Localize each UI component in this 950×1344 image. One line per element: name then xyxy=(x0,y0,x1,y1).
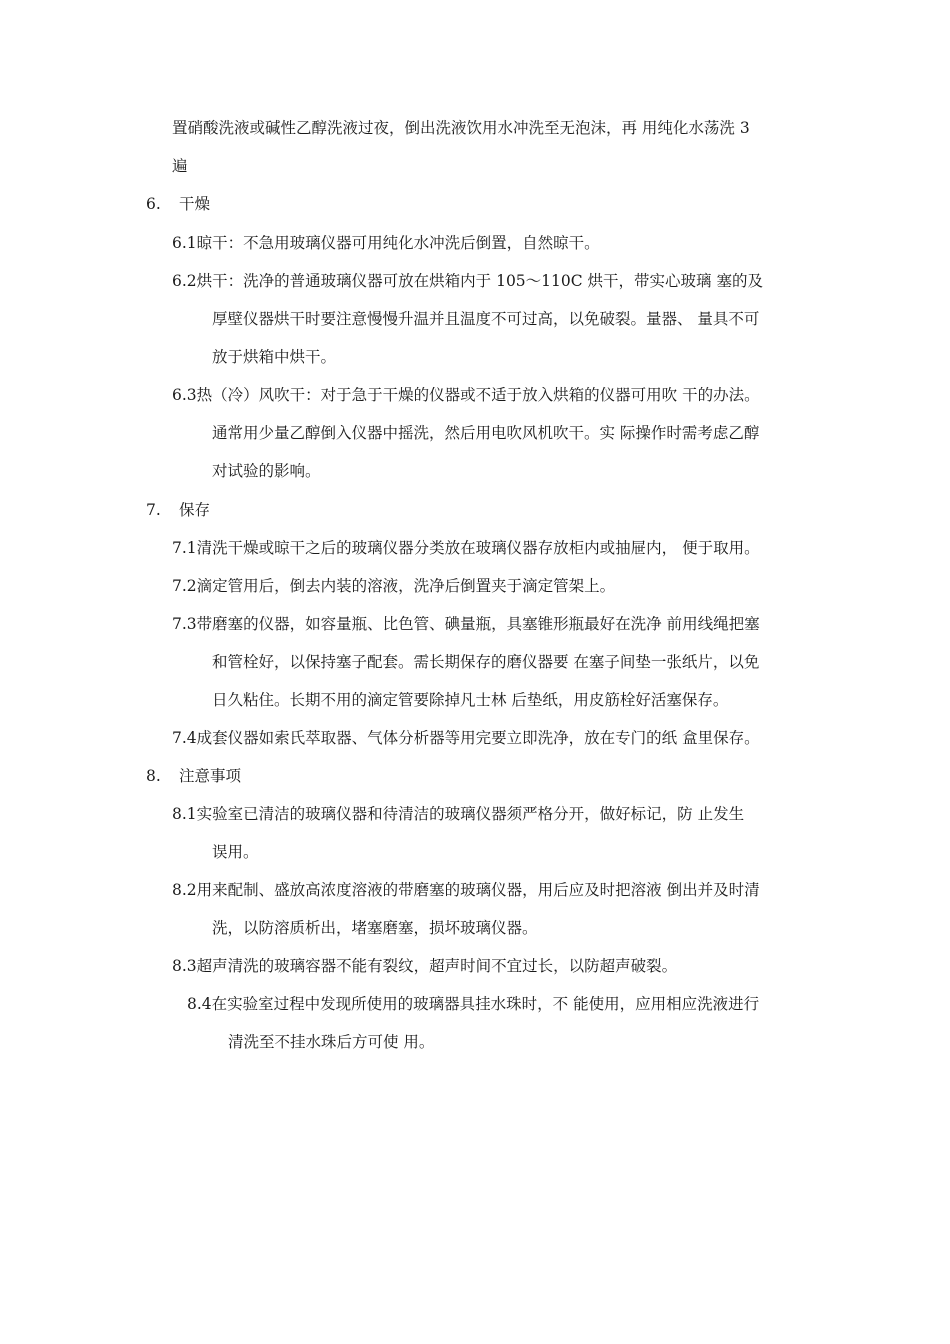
item-number: 6.2 xyxy=(172,272,197,290)
item-number: 6.1 xyxy=(172,234,197,252)
item-text-continued: 对试验的影响。 xyxy=(212,462,321,480)
list-item xyxy=(172,880,760,900)
paragraph-line: 置硝酸洗液或碱性乙醇洗液过夜，倒出洗液饮用水冲洗至无泡沫，再 用纯化水荡洗 3 xyxy=(172,119,750,137)
item-text: 烘干：洗净的普通玻璃仪器可放在烘箱内于 105〜110C 烘干，带实心玻璃 塞的及 xyxy=(196,272,763,290)
item-text: 成套仪器如索氏萃取器、气体分析器等用完要立即洗净，放在专门的纸 盒里保存。 xyxy=(196,729,760,747)
section-number: 8. xyxy=(146,767,161,785)
item-number: 6.3 xyxy=(172,386,197,404)
item-number: 8.1 xyxy=(172,805,197,823)
item-number: 7.4 xyxy=(172,729,197,747)
list-item xyxy=(172,728,760,748)
item-text: 清洗干燥或晾干之后的玻璃仪器分类放在玻璃仪器存放柜内或抽屉内， 便于取用。 xyxy=(196,539,760,557)
item-number: 8.2 xyxy=(172,881,197,899)
item-number: 7.2 xyxy=(172,577,197,595)
item-text-continued: 洗，以防溶质析出，堵塞磨塞，损坏玻璃仪器。 xyxy=(212,919,538,937)
section-heading xyxy=(146,194,210,214)
item-number: 7.3 xyxy=(172,615,197,633)
item-text: 热（冷）风吹干：对于急于干燥的仪器或不适于放入烘箱的仪器可用吹 干的办法。 xyxy=(196,386,760,404)
list-item xyxy=(172,956,677,976)
list-item xyxy=(172,614,760,634)
item-number: 8.4 xyxy=(187,995,212,1013)
item-text: 在实验室过程中发现所使用的玻璃器具挂水珠时，不 能使用，应用相应洗液进行 xyxy=(211,995,760,1013)
item-text: 晾干：不急用玻璃仪器可用纯化水冲洗后倒置，自然晾干。 xyxy=(196,234,600,252)
list-item xyxy=(172,385,760,405)
list-item xyxy=(172,538,760,558)
list-item xyxy=(172,271,763,291)
section-title: 干燥 xyxy=(179,195,211,213)
item-text-continued: 放于烘箱中烘干。 xyxy=(212,348,337,366)
section-heading xyxy=(146,500,210,520)
item-text: 实验室已清洁的玻璃仪器和待清洁的玻璃仪器须严格分开，做好标记，防 止发生 xyxy=(196,805,745,823)
list-item xyxy=(172,233,600,253)
item-text: 滴定管用后，倒去内装的溶液，洗净后倒置夹于滴定管架上。 xyxy=(196,577,616,595)
item-text: 带磨塞的仪器，如容量瓶、比色管、碘量瓶，具塞锥形瓶最好在洗净 前用线绳把塞 xyxy=(196,615,760,633)
item-text-continued: 误用。 xyxy=(212,843,259,861)
section-heading xyxy=(146,766,241,786)
list-item xyxy=(172,576,615,596)
section-title: 注意事项 xyxy=(179,767,242,785)
item-text-continued: 厚壁仪器烘干时要注意慢慢升温并且温度不可过高，以免破裂。量器、 量具不可 xyxy=(212,310,760,328)
item-number: 7.1 xyxy=(172,539,197,557)
section-number: 7. xyxy=(146,501,161,519)
item-text: 超声清洗的玻璃容器不能有裂纹，超声时间不宜过长，以防超声破裂。 xyxy=(196,957,678,975)
paragraph-line: 遍 xyxy=(172,157,188,175)
item-text-continued: 日久粘住。长期不用的滴定管要除掉凡士林 后垫纸，用皮筋栓好活塞保存。 xyxy=(212,691,729,709)
item-text-continued: 通常用少量乙醇倒入仪器中摇洗，然后用电吹风机吹干。实 际操作时需考虑乙醇 xyxy=(212,424,760,442)
section-number: 6. xyxy=(146,195,161,213)
item-text: 用来配制、盛放高浓度溶液的带磨塞的玻璃仪器，用后应及时把溶液 倒出并及时清 xyxy=(196,881,760,899)
item-text-continued: 清洗至不挂水珠后方可使 用。 xyxy=(228,1033,435,1051)
list-item xyxy=(187,994,759,1014)
section-title: 保存 xyxy=(179,501,211,519)
list-item xyxy=(172,804,744,824)
item-number: 8.3 xyxy=(172,957,197,975)
item-text-continued: 和管栓好，以保持塞子配套。需长期保存的磨仪器要 在塞子间垫一张纸片，以免 xyxy=(212,653,760,671)
